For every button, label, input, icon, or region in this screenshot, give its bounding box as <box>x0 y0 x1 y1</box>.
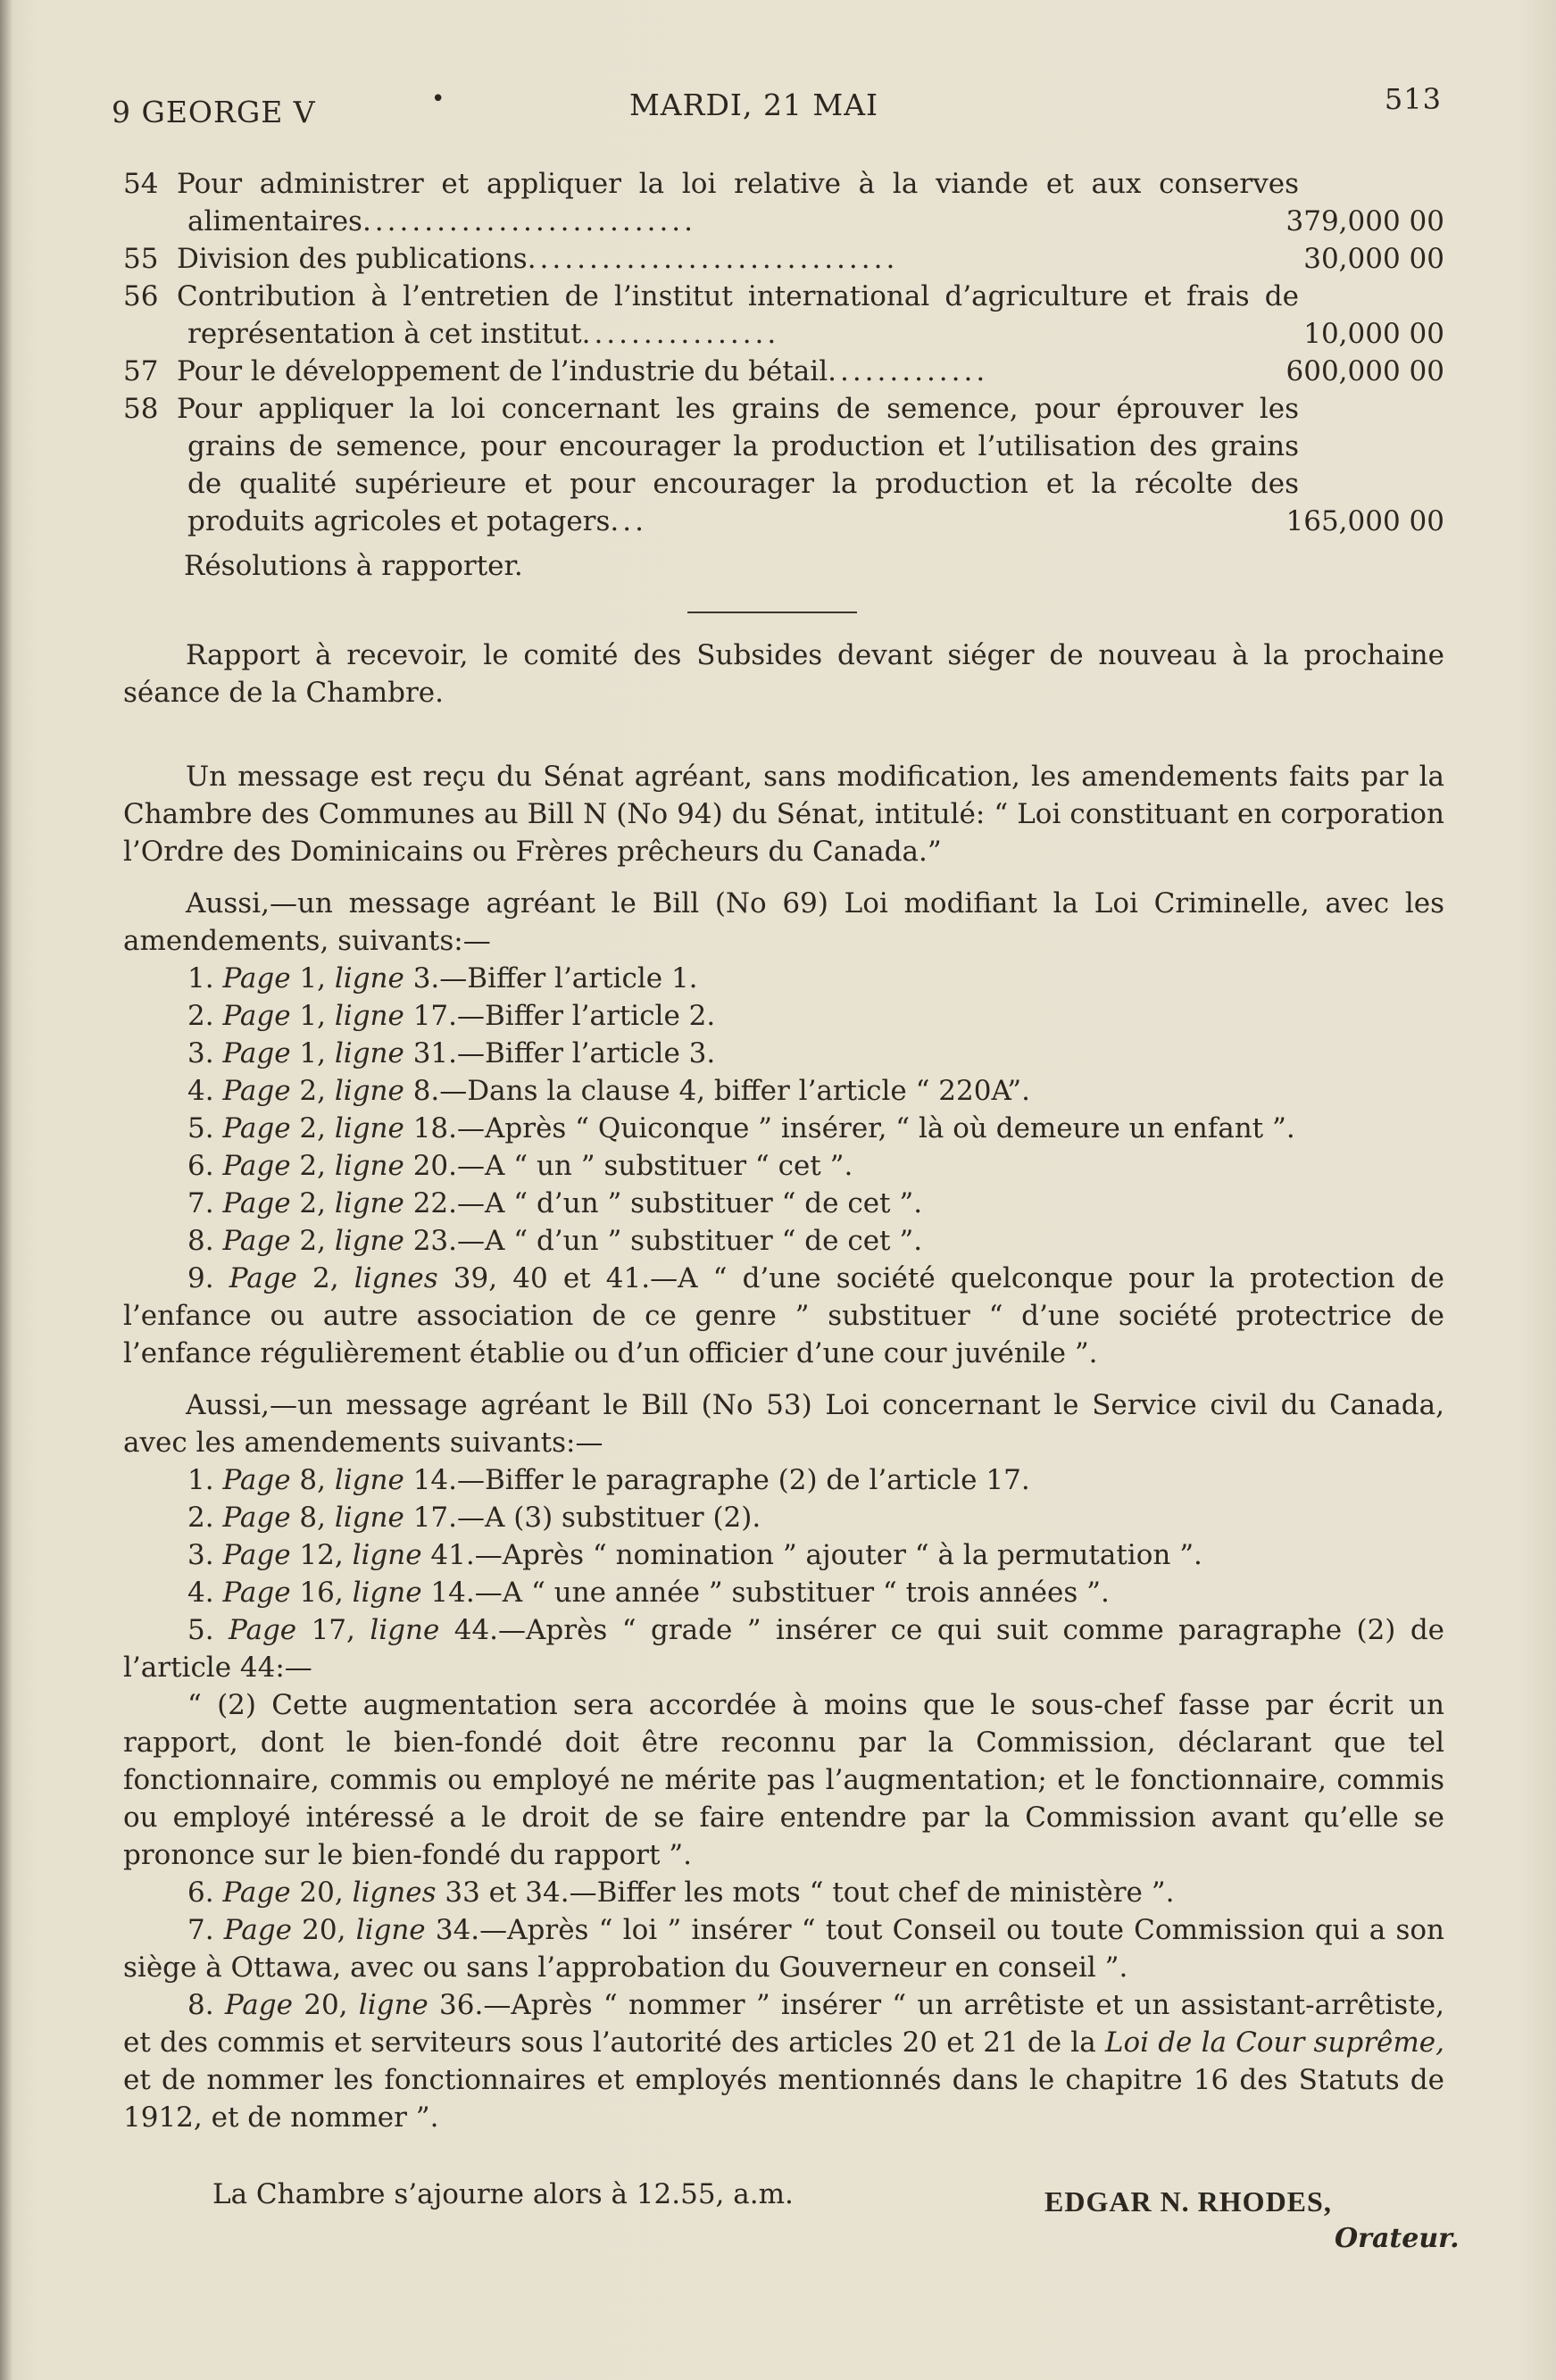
amendment-item: 9. Page 2, lignes 39, 40 et 41.—A “ d’une société quelconque pour la protection de l’enfance ou autre association de ce genre ” substituer “ d’une société protectrice de l’enfance régulièrement établie ou d’un officier d’une cour juvénile ”. <box>123 1262 1444 1369</box>
item-text: Pour appliquer la loi concernant les grains de semence, pour éprouver les grains de semence, pour encourager la production et l’utilisation des grains de qualité supérieure et pour encourager la production et la récolte des produits agricoles et potagers <box>177 393 1299 537</box>
leader-dots: ... <box>610 505 647 537</box>
item-text: Contribution à l’entretien de l’institut international d’agriculture et frais de représentation à cet institut <box>177 280 1299 350</box>
amendment-item: 1. Page 1, ligne 3.—Biffer l’article 1. <box>187 962 698 994</box>
amendment-item: 5. Page 17, ligne 44.—Après “ grade ” insérer ce qui suit comme paragraphe (2) de l’article 44:— <box>123 1614 1445 1684</box>
item-number: 55 <box>123 243 159 275</box>
supply-item <box>123 390 1444 540</box>
quoted-paragraph: “ (2) Cette augmentation sera accordée à moins que le sous-chef fasse par écrit un rapport, dont le bien-fondé doit être reconnu par la Commission, déclarant que tel fonctionnaire, commis ou employé ne mérite pas l’augmentation; et le fonctionnaire, commis ou employé intéressé a le droit de se faire entendre par la Commission avant qu’elle se prononce sur le bien-fondé du rapport ”. <box>123 1689 1444 1871</box>
item-amount: 30,000 00 <box>1303 243 1444 275</box>
leader-dots: ................ <box>581 318 780 350</box>
item-number: 58 <box>123 393 159 425</box>
supply-item <box>123 165 1444 240</box>
resolutions-line: Résolutions à rapporter. <box>184 550 523 582</box>
running-header <box>112 82 1442 130</box>
supply-item <box>123 353 1444 390</box>
amendment-item: 8. Page 20, ligne 36.—Après “ nommer ” insérer “ un arrêtiste et un assistant-arrêtiste, et des commis et serviteurs sous l’autorité des articles 20 et 21 de la Loi de la Cour suprême, et de nommer les fonctionnaires et employés mentionnés dans le chapitre 16 des Statuts de 1912, et de nommer ”. <box>123 1989 1445 2134</box>
item-amount: 600,000 00 <box>1286 355 1444 387</box>
amendment-item: 3. Page 1, ligne 31.—Biffer l’article 3. <box>187 1037 716 1069</box>
amendment-item: 3. Page 12, ligne 41.—Après “ nomination ” ajouter “ à la permutation ”. <box>187 1539 1202 1571</box>
amendment-item: 6. Page 20, lignes 33 et 34.—Biffer les mots “ tout chef de ministère ”. <box>187 1877 1175 1909</box>
header-date: MARDI, 21 MAI <box>629 87 879 122</box>
item-text: Division des publications <box>177 243 528 275</box>
law-title: Loi de la Cour suprême, <box>1104 2026 1445 2059</box>
amendment-item: 4. Page 2, ligne 8.—Dans la clause 4, biffer l’article “ 220A”. <box>187 1075 1030 1107</box>
adjournment-line: La Chambre s’ajourne alors à 12.55, a.m. <box>212 2178 794 2210</box>
item-amount: 379,000 00 <box>1286 205 1444 237</box>
item-amount: 165,000 00 <box>1286 505 1444 537</box>
supply-item <box>123 240 1444 278</box>
speaker-title: Orateur. <box>1335 2223 1460 2254</box>
senate-message-paragraph: Un message est reçu du Sénat agréant, sans modification, les amendements faits par la Chambre des Communes au Bill N (No 94) du Sénat, intitulé: “ Loi constituant en corporation l’Ordre des Dominicains ou Frères prêcheurs du Canada.” <box>123 761 1444 868</box>
bill-53-intro: Aussi,—un message agréant le Bill (No 53) Loi concernant le Service civil du Canada, avec les amendements suivants:— <box>123 1389 1444 1459</box>
section-divider <box>687 612 857 613</box>
page-number: 513 <box>1384 82 1442 116</box>
amendment-item: 4. Page 16, ligne 14.—A “ une année ” substituer “ trois années ”. <box>187 1577 1110 1609</box>
page-body <box>123 165 1444 2213</box>
amendment-item: 5. Page 2, ligne 18.—Après “ Quiconque ” insérer, “ là où demeure un enfant ”. <box>187 1112 1295 1144</box>
supply-item <box>123 278 1444 353</box>
amendment-item: 1. Page 8, ligne 14.—Biffer le paragraphe (2) de l’article 17. <box>187 1464 1030 1496</box>
leader-dots: .............................. <box>527 243 899 275</box>
amendment-item: 2. Page 1, ligne 17.—Biffer l’article 2. <box>187 1000 716 1032</box>
page-edge-shadow <box>0 0 12 2380</box>
item-number: 56 <box>123 280 159 312</box>
bill-69-amendments <box>123 960 1444 1372</box>
amendment-item: 7. Page 2, ligne 22.—A “ d’un ” substituer “ de cet ”. <box>187 1187 923 1219</box>
amendment-item: 8. Page 2, ligne 23.—A “ d’un ” substituer “ de cet ”. <box>187 1225 923 1257</box>
amendment-item: 2. Page 8, ligne 17.—A (3) substituer (2). <box>187 1502 761 1534</box>
item-number: 54 <box>123 168 159 200</box>
amendment-item: 6. Page 2, ligne 20.—A “ un ” substituer “ cet ”. <box>187 1150 853 1182</box>
report-paragraph: Rapport à recevoir, le comité des Subsides devant siéger de nouveau à la prochaine séance de la Chambre. <box>123 639 1444 709</box>
item-text: Pour le développement de l’industrie du bétail <box>177 355 828 387</box>
leader-dots: ............. <box>828 355 989 387</box>
item-amount: 10,000 00 <box>1303 318 1444 350</box>
header-dot: • <box>431 86 446 112</box>
amendment-item: 7. Page 20, ligne 34.—Après “ loi ” insérer “ tout Conseil ou toute Commission qui a son siège à Ottawa, avec ou sans l’approbation du Gouverneur en conseil ”. <box>123 1914 1444 1984</box>
item-text: Pour administrer et appliquer la loi relative à la viande et aux conserves alimentaires <box>177 168 1299 237</box>
header-regnal-year: 9 GEORGE V <box>112 95 316 129</box>
bill-53-amendments <box>123 1461 1444 2136</box>
speaker-signature: EDGAR N. RHODES, <box>1044 2185 1332 2218</box>
item-number: 57 <box>123 355 159 387</box>
bill-69-intro: Aussi,—un message agréant le Bill (No 69) Loi modifiant la Loi Criminelle, avec les amendements, suivants:— <box>123 887 1444 957</box>
leader-dots: ........................... <box>362 205 697 237</box>
